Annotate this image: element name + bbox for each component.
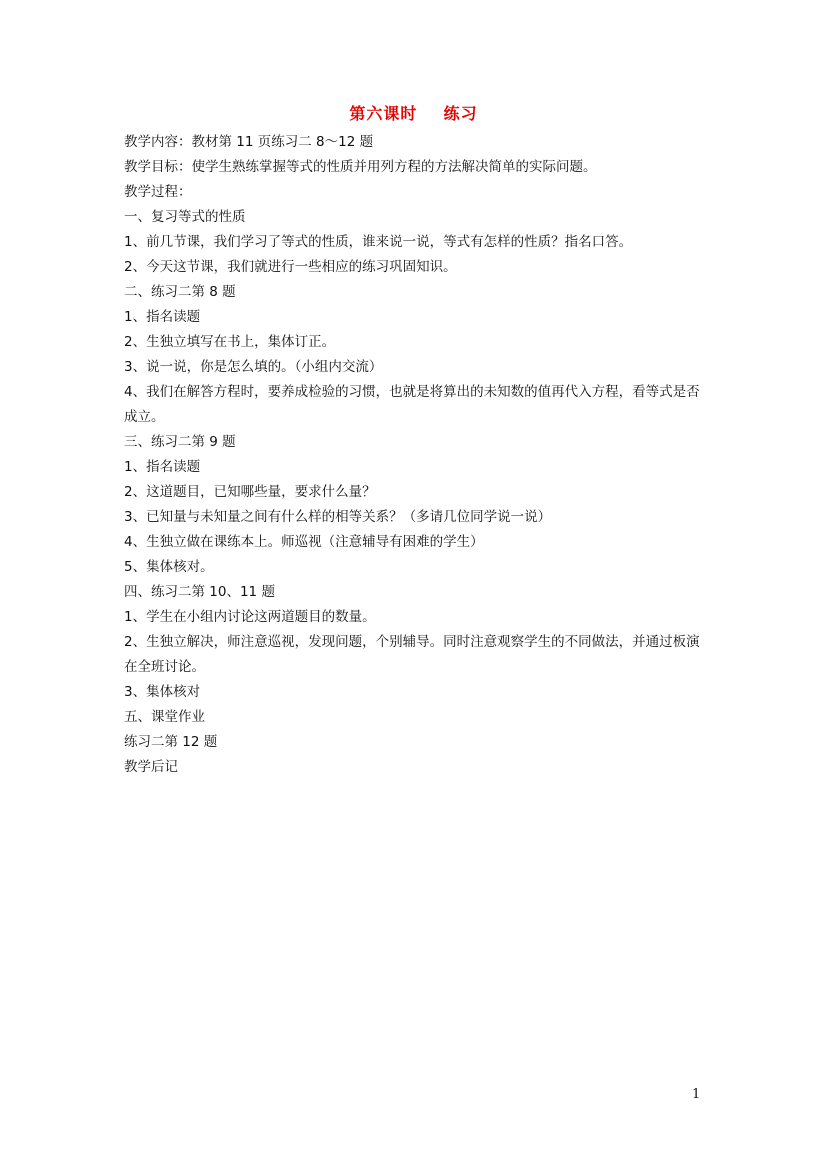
section-heading-2: 二、练习二第 8 题 bbox=[124, 284, 236, 300]
list-item: 2、今天这节课，我们就进行一些相应的练习巩固知识。 bbox=[124, 259, 457, 275]
list-item: 3、已知量与未知量之间有什么样的相等关系？（多请几位同学说一说） bbox=[124, 509, 552, 525]
lesson-body bbox=[124, 130, 710, 780]
teaching-process-heading: 教学过程： bbox=[124, 184, 192, 200]
section-heading-4: 四、练习二第 10、11 题 bbox=[124, 584, 275, 600]
list-item: 1、前几节课，我们学习了等式的性质，谁来说一说，等式有怎样的性质？指名口答。 bbox=[124, 234, 633, 250]
page-number: 1 bbox=[692, 1087, 701, 1102]
teaching-notes-heading: 教学后记 bbox=[124, 759, 178, 775]
list-item: 4、生独立做在课练本上。师巡视（注意辅导有困难的学生） bbox=[124, 534, 484, 550]
list-item: 2、生独立填写在书上，集体订正。 bbox=[124, 334, 336, 350]
list-item: 5、集体核对。 bbox=[124, 559, 214, 575]
list-item: 2、这道题目，已知哪些量，要求什么量？ bbox=[124, 484, 376, 500]
section-heading-3: 三、练习二第 9 题 bbox=[124, 434, 236, 450]
list-item: 4、我们在解答方程时，要养成检验的习惯，也就是将算出的未知数的值再代入方程，看等式是否成立。 bbox=[124, 384, 700, 425]
list-item: 1、学生在小组内讨论这两道题目的数量。 bbox=[124, 609, 376, 625]
list-item: 2、生独立解决，师注意巡视，发现问题，个别辅导。同时注意观察学生的不同做法，并通过板演在全班讨论。 bbox=[124, 634, 700, 675]
lesson-title: 第六课时 练习 bbox=[349, 104, 478, 123]
section-heading-1: 一、复习等式的性质 bbox=[124, 209, 246, 225]
teaching-goal: 教学目标：使学生熟练掌握等式的性质并用列方程的方法解决简单的实际问题。 bbox=[124, 159, 597, 175]
list-item: 1、指名读题 bbox=[124, 309, 201, 325]
list-item: 3、集体核对 bbox=[124, 684, 201, 700]
section-heading-5: 五、课堂作业 bbox=[124, 709, 205, 725]
list-item: 1、指名读题 bbox=[124, 459, 201, 475]
teaching-content: 教学内容：教材第 11 页练习二 8～12 题 bbox=[124, 134, 374, 150]
homework-item: 练习二第 12 题 bbox=[124, 734, 218, 750]
list-item: 3、说一说，你是怎么填的。（小组内交流） bbox=[124, 359, 383, 375]
